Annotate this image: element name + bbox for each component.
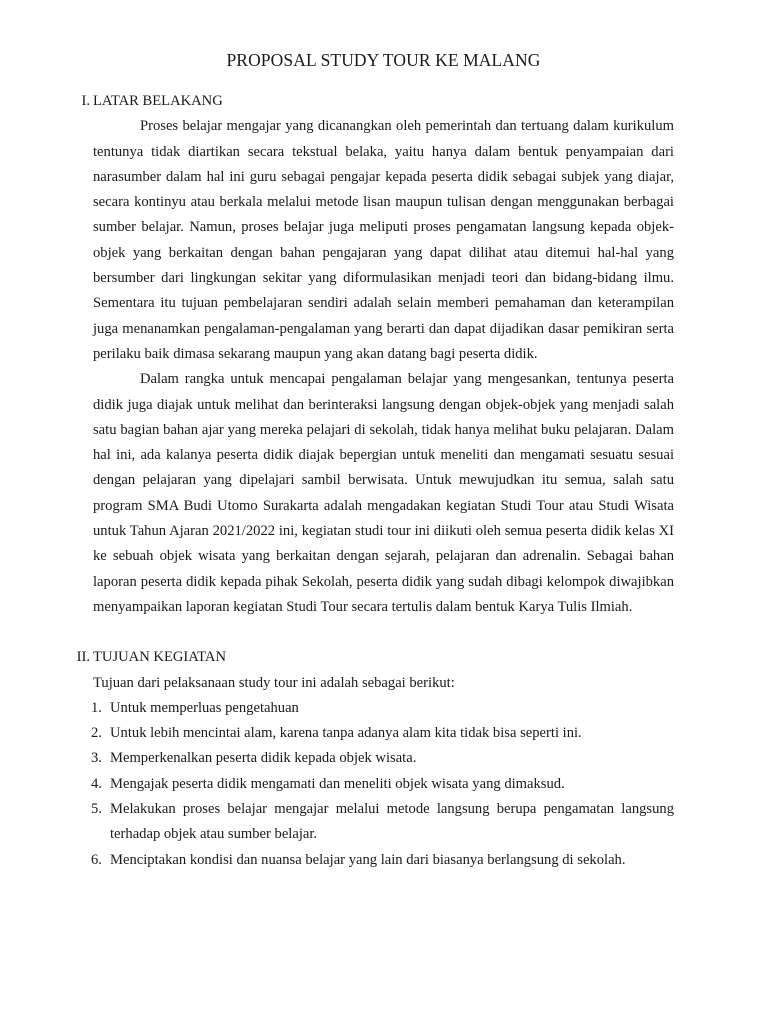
list-number: 2. [91,725,102,742]
section-number: II. [76,649,90,666]
list-number: 1. [91,699,102,716]
list-item-text: Memperkenalkan peserta didik kepada objek wisata. [110,750,417,767]
list-item-text: Melakukan proses belajar mengajar melalui metode langsung berupa pengamatan langsung terhadap objek atau sumber belajar. [110,801,674,843]
list-item [93,696,674,721]
section-title: LATAR BELAKANG [93,93,223,109]
list-item-text: Mengajak peserta didik mengamati dan meneliti objek wisata yang dimaksud. [110,775,565,792]
section-tujuan-kegiatan [76,645,674,873]
list-number: 4. [91,775,102,792]
list-item [93,848,674,873]
list-item [93,746,674,771]
section-heading [81,89,674,114]
body-paragraph: Dalam rangka untuk mencapai pengalaman belajar yang mengesankan, tentunya peserta didik juga diajak untuk melihat dan berinteraksi langsung dengan objek-objek yang menjadi salah satu bagian bahan ajar yang mereka pelajari di sekolah, tidak hanya melihat buku pelajaran. Dalam hal ini, ada kalanya peserta didik diajak bepergian untuk meneliti dan mengamati sesuatu sesuai dengan pelajaran yang dipelajari sambil berwisata. Untuk mewujudkan itu semua, salah satu program SMA Budi Utomo Surakarta adalah mengadakan kegiatan Studi Tour atau Studi Wisata untuk Tahun Ajaran 2021/2022 ini, kegiatan studi tour ini diikuti oleh semua peserta didik kelas XI ke sebuah objek wisata yang berkaitan dengan sejarah, pelajaran dan adrenalin. Sebagai bahan laporan peserta didik kepada pihak Sekolah, peserta didik yang sudah dibagi kelompok diwajibkan menyampaikan laporan kegiatan Studi Tour secara tertulis dalam bentuk Karya Tulis Ilmiah. [93,371,674,615]
goals-list [93,696,674,873]
body-paragraph: Proses belajar mengajar yang dicanangkan oleh pemerintah dan tertuang dalam kurikulum tentunya tidak diartikan secara tekstual belaka, yaitu hanya dalam bentuk penyampaian dari narasumber dalam hal ini guru sebagai pengajar kepada peserta didik sebagai subjek yang diajar, secara kontinyu atau berkala melalui metode lisan maupun tulisan dengan menggunakan berbagai sumber belajar. Namun, proses belajar juga meliputi proses pengamatan langsung kepada objek-objek yang berkaitan dengan bahan pengajaran yang dapat dilihat atau ditemui hal-hal yang bersumber dari lingkungan sekitar yang diformulasikan menjadi teori dan bidang-bidang ilmu. Sementara itu tujuan pembelajaran sendiri adalah selain memberi pemahaman dan keterampilan juga menanamkan pengalaman-pengalaman yang berarti dan dapat dijadikan dasar pemikiran serta perilaku baik dimasa sekarang maupun yang akan datang bagi peserta didik. [93,118,674,362]
document-title: PROPOSAL STUDY TOUR KE MALANG [226,50,541,70]
section-latar-belakang [81,89,674,620]
list-intro: Tujuan dari pelaksanaan study tour ini adalah sebagai berikut: [93,674,455,691]
section-title: TUJUAN KEGIATAN [93,649,226,666]
section-number: I. [81,93,90,109]
section-heading [76,645,674,670]
list-item-text: Untuk lebih mencintai alam, karena tanpa adanya alam kita tidak bisa seperti ini. [110,725,582,742]
list-number: 6. [91,851,102,868]
list-item [93,772,674,797]
list-item-text: Untuk memperluas pengetahuan [110,699,299,716]
section-spacer [93,620,674,645]
list-item [93,721,674,746]
list-item [93,797,674,848]
list-item-text: Menciptakan kondisi dan nuansa belajar yang lain dari biasanya berlangsung di sekolah. [110,851,626,868]
list-number: 3. [91,750,102,767]
list-number: 5. [91,801,102,818]
